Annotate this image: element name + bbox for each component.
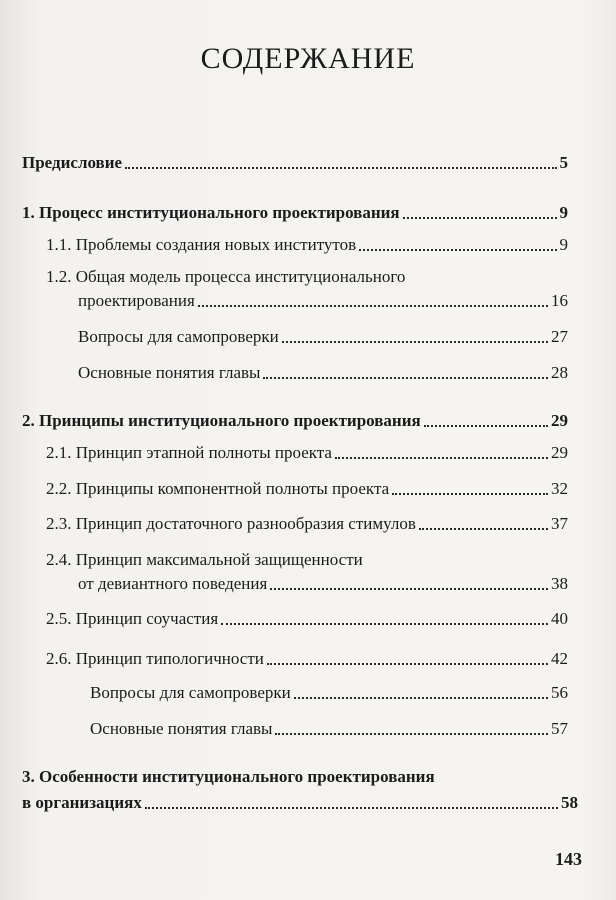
toc-entry-page: 57 — [551, 719, 568, 738]
toc-leader-dots — [145, 807, 558, 809]
toc-entry-concepts-2 — [90, 718, 568, 740]
toc-entry-section-2-3 — [46, 513, 568, 535]
toc-leader-dots — [125, 167, 556, 169]
toc-leader-dots — [335, 457, 548, 459]
toc-entry-section-2-6 — [46, 648, 568, 670]
toc-entry-page: 38 — [551, 574, 568, 593]
toc-entry-section-2-2 — [46, 478, 568, 500]
toc-entry-chapter-3-line1: 3. Особенности институционального проектирования — [22, 767, 435, 786]
toc-entry-page: 29 — [551, 411, 568, 430]
toc-entry-title: 2. Принципы институционального проектирования — [22, 411, 421, 430]
toc-entry-page: 32 — [551, 479, 568, 498]
toc-entry-page: 37 — [551, 514, 568, 533]
toc-leader-dots — [263, 377, 548, 379]
toc-entry-section-1-2 — [78, 290, 568, 312]
toc-entry-title: проектирования — [78, 291, 195, 310]
toc-entry-concepts-1 — [78, 362, 568, 384]
toc-entry-page: 9 — [559, 203, 568, 222]
toc-entry-page: 42 — [551, 649, 568, 668]
toc-entry-title: Основные понятия главы — [78, 363, 261, 382]
toc-entry-title: Вопросы для самопроверки — [90, 683, 291, 702]
toc-entry-section-1-1 — [46, 234, 568, 256]
toc-entry-title: в организациях — [22, 793, 142, 812]
toc-entry-section-2-5 — [46, 608, 568, 630]
toc-entry-section-1-2-line1: 1.2. Общая модель процесса институционального — [46, 267, 406, 286]
toc-entry-preface — [22, 152, 568, 174]
toc-entry-chapter-2 — [22, 410, 568, 432]
toc-leader-dots — [270, 588, 548, 590]
toc-entry-chapter-3 — [22, 792, 578, 814]
toc-leader-dots — [419, 528, 548, 530]
toc-entry-page: 9 — [559, 235, 568, 254]
toc-entry-title: 2.5. Принцип соучастия — [46, 609, 219, 628]
toc-leader-dots — [392, 493, 548, 495]
toc-leader-dots — [275, 733, 548, 735]
toc-entry-title: 2.2. Принципы компонентной полноты проекта — [46, 479, 390, 498]
toc-leader-dots — [267, 663, 548, 665]
toc-entry-section-2-1 — [46, 442, 568, 464]
page-number: 143 — [555, 849, 582, 869]
toc-entry-page: 16 — [551, 291, 568, 310]
toc-leader-dots — [282, 341, 548, 343]
toc-entry-page: 28 — [551, 363, 568, 382]
toc-leader-dots — [198, 305, 548, 307]
toc-entry-page: 58 — [561, 793, 578, 812]
toc-entry-title: Предисловие — [22, 153, 123, 172]
toc-leader-dots — [359, 249, 556, 251]
page-title: СОДЕРЖАНИЕ — [200, 42, 416, 75]
toc-entry-title: 2.3. Принцип достаточного разнообразия стимулов — [46, 514, 416, 533]
toc-leader-dots — [221, 623, 548, 625]
toc-entry-page: 56 — [551, 683, 568, 702]
toc-leader-dots — [294, 697, 548, 699]
toc-entry-questions-1 — [78, 326, 568, 348]
toc-leader-dots — [424, 425, 548, 427]
toc-entry-section-2-4-line1: 2.4. Принцип максимальной защищенности — [46, 550, 363, 569]
toc-entry-title: 2.1. Принцип этапной полноты проекта — [46, 443, 332, 462]
toc-entry-title: 1. Процесс институционального проектирования — [22, 203, 400, 222]
toc-entry-section-2-4 — [78, 573, 568, 595]
toc-entry-page: 27 — [551, 327, 568, 346]
toc-leader-dots — [403, 217, 557, 219]
toc-entry-questions-2 — [90, 682, 568, 704]
toc-entry-title: Вопросы для самопроверки — [78, 327, 279, 346]
toc-entry-page: 29 — [551, 443, 568, 462]
toc-entry-title: 1.1. Проблемы создания новых институтов — [46, 235, 357, 254]
toc-entry-chapter-1 — [22, 202, 568, 224]
toc-entry-page: 40 — [551, 609, 568, 628]
toc-entry-page: 5 — [559, 153, 568, 172]
toc-entry-title: 2.6. Принцип типологичности — [46, 649, 264, 668]
toc-entry-title: от девиантного поведения — [78, 574, 268, 593]
toc-entry-title: Основные понятия главы — [90, 719, 273, 738]
